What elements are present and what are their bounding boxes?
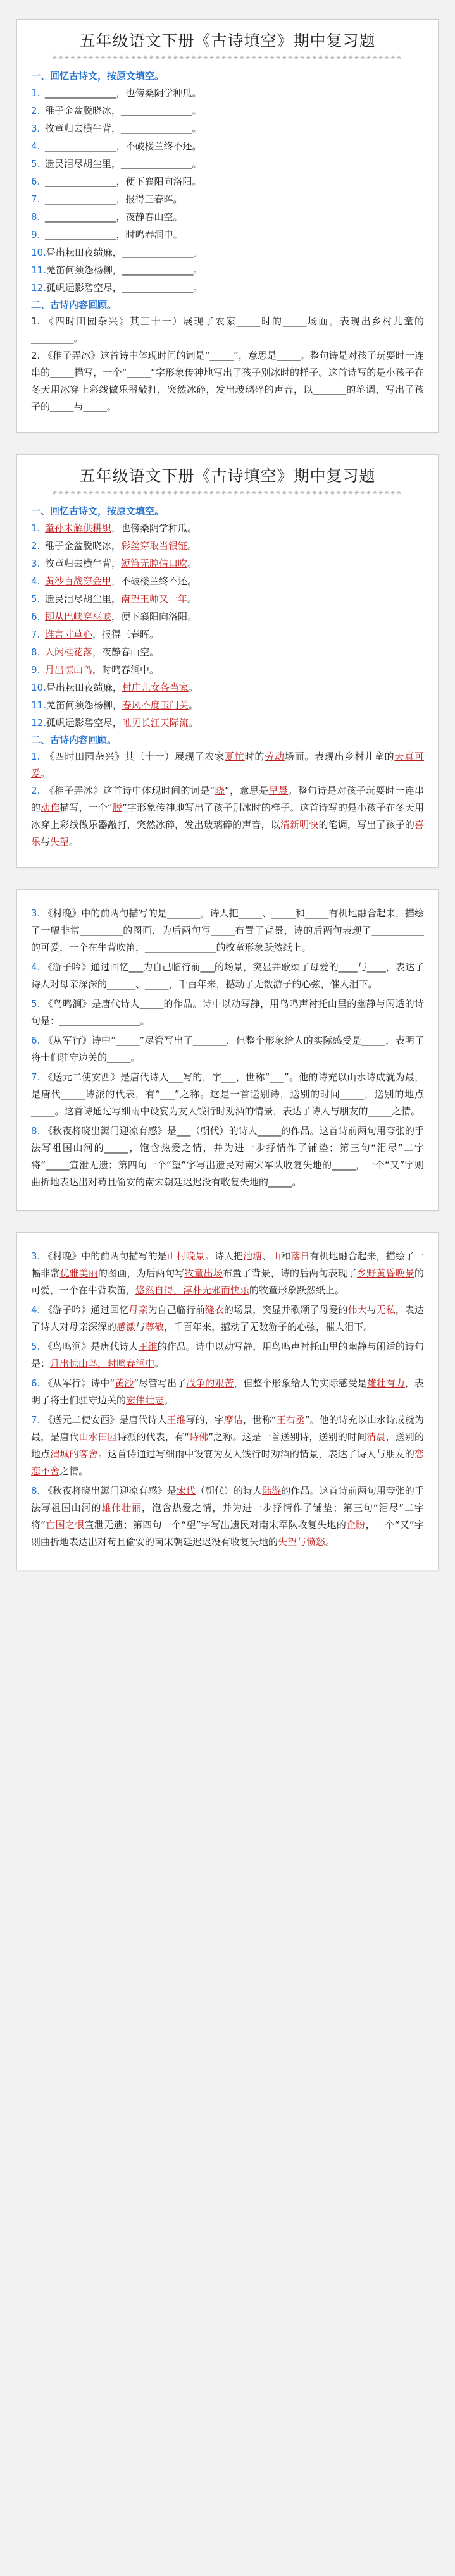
answer-text: 优雅美丽 bbox=[59, 1267, 99, 1279]
answer-text: 宏伟壮志 bbox=[126, 1395, 165, 1406]
item-text: 的场景，突显并歌颂了母爱的 bbox=[224, 1304, 348, 1316]
item-text: ，不破楼兰终不还。 bbox=[111, 576, 197, 587]
answer-text: 黄沙 bbox=[115, 1377, 134, 1389]
item-number: 2. bbox=[31, 540, 41, 552]
section-heading-recall: 一、回忆古诗文，按原文填空。 bbox=[31, 505, 165, 517]
item-text: 与 bbox=[41, 836, 51, 847]
item-text: 。 bbox=[188, 699, 198, 711]
answer-text: 短笛无腔信口吹 bbox=[121, 558, 188, 569]
list-item bbox=[31, 555, 424, 572]
answer-text: 牧童出场 bbox=[184, 1267, 223, 1279]
item-text: 与 bbox=[366, 1304, 377, 1316]
item-text: ，世称“ bbox=[242, 1414, 277, 1426]
answer-item bbox=[31, 1412, 424, 1480]
item-number: 11. bbox=[31, 264, 46, 276]
item-text: ”。他的诗充以山水诗成就为最，是唐代 bbox=[31, 1414, 424, 1443]
item-text: 稚子金盆脱晓冰，_______________。 bbox=[45, 105, 202, 116]
item-text: _______________，不破楼兰终不还。 bbox=[45, 140, 202, 152]
item-number: 2. bbox=[31, 105, 41, 116]
item-text: _______________，报得三春晖。 bbox=[45, 194, 183, 205]
list-item bbox=[31, 137, 424, 155]
answer-text: 诗佛 bbox=[189, 1431, 209, 1443]
item-text: 。 bbox=[188, 717, 198, 729]
item-text: ，表明了将士们驻守边关的 bbox=[31, 1377, 424, 1406]
answer-text: 失望 bbox=[50, 836, 70, 847]
answer-text: 谁言寸草心 bbox=[45, 629, 93, 640]
review-answer-1 bbox=[31, 748, 424, 782]
section-heading-review: 二、古诗内容回顾。 bbox=[31, 299, 117, 311]
item-number: 2. bbox=[31, 785, 41, 796]
item-number: 9. bbox=[31, 229, 41, 240]
item-text: ，千百年来，撼动了无数游子的心弦，催人泪下。 bbox=[164, 1321, 373, 1333]
list-item bbox=[31, 661, 424, 679]
answer-text: 宋代 bbox=[176, 1485, 196, 1496]
item-number: 6. bbox=[31, 176, 41, 187]
answer-text: 尊敬 bbox=[145, 1321, 165, 1333]
item-text: 孤帆远影碧空尽， bbox=[46, 717, 122, 729]
worksheet-card-blank bbox=[16, 19, 439, 433]
answer-text: 南望王师又一年 bbox=[121, 593, 188, 605]
answer-text: 清晨 bbox=[366, 1431, 386, 1443]
answer-text: 山 bbox=[271, 1250, 282, 1262]
review-question-1: 1. 《四时田园杂兴》其三十一）展现了农家_____时的_____场面。表现出乡村儿童的_________。 bbox=[31, 316, 424, 344]
item-text: 《从军行》诗中“ bbox=[40, 1377, 115, 1389]
list-item bbox=[31, 120, 424, 137]
answer-item bbox=[31, 1248, 424, 1299]
item-number: 3. bbox=[31, 908, 41, 919]
item-text: 、 bbox=[262, 1250, 272, 1262]
answer-text: 失望与愤怒 bbox=[278, 1536, 326, 1548]
answer-text: 动作 bbox=[41, 802, 60, 813]
answer-text: 悠然自得，淳朴无邪而快乐 bbox=[135, 1285, 250, 1296]
blank-item-list bbox=[31, 84, 424, 297]
item-text: （朝代）的诗人 bbox=[195, 1485, 263, 1496]
item-text: 《游子吟》通过回忆___为自己临行前___的场景，突显并歌颂了母爱的____与____，表达了诗人对母亲深深的______、_____，千百年来，撼动了无数游子的心弦，催人泪下。 bbox=[31, 961, 424, 990]
item-text: ”之称。这是一首送别诗，送别的时间 bbox=[208, 1431, 367, 1443]
list-item bbox=[31, 84, 424, 102]
item-number: 7. bbox=[31, 1071, 41, 1083]
item-text: _______________，时鸣春涧中。 bbox=[45, 229, 183, 240]
list-item bbox=[31, 714, 424, 732]
item-text: 。整句诗是对孩子玩耍时一连串的 bbox=[31, 785, 424, 813]
answer-text: 即从巴峡穿巫峡 bbox=[45, 611, 112, 622]
item-text: ，表达了诗人对母亲深深的 bbox=[31, 1304, 424, 1333]
item-text: 。 bbox=[325, 1536, 335, 1548]
item-number: 8. bbox=[31, 646, 41, 658]
item-text: 为自己临行前 bbox=[147, 1304, 205, 1316]
item-number: 8. bbox=[31, 1125, 41, 1137]
section-heading-review: 二、古诗内容回顾。 bbox=[31, 734, 117, 746]
list-item bbox=[31, 608, 424, 626]
star-divider: ✳✳✳✳✳✳✳✳✳✳✳✳✳✳✳✳✳✳✳✳✳✳✳✳✳✳✳✳✳✳✳✳✳✳✳✳✳✳✳✳✳✳✳✳✳✳✳✳✳✳✳✳✳✳✳✳✳✳ bbox=[52, 55, 403, 61]
item-number: 8. bbox=[31, 211, 41, 223]
answer-text: 陆游 bbox=[262, 1485, 282, 1496]
item-text: 。这首诗通过写细雨中设宴为友人饯行时劝酒的情景，表达了诗人与朋友的 bbox=[98, 1448, 414, 1460]
answer-text: 恋恋不舍 bbox=[31, 1448, 424, 1477]
answer-text: 山村晚景 bbox=[166, 1250, 205, 1262]
answer-item-list bbox=[31, 519, 424, 732]
list-item bbox=[31, 626, 424, 643]
answer-text: 清新明快 bbox=[280, 819, 319, 830]
item-text: 牧童归去横牛背，_______________。 bbox=[45, 123, 202, 134]
answer-text: 落日 bbox=[290, 1250, 310, 1262]
answer-item bbox=[31, 1482, 424, 1551]
answer-text: 人闲桂花落 bbox=[45, 646, 93, 658]
item-text: 孤帆远影碧空尽，_______________。 bbox=[46, 282, 203, 293]
item-number: 7. bbox=[31, 194, 41, 205]
star-divider: ✳✳✳✳✳✳✳✳✳✳✳✳✳✳✳✳✳✳✳✳✳✳✳✳✳✳✳✳✳✳✳✳✳✳✳✳✳✳✳✳✳✳✳✳✳✳✳✳✳✳✳✳✳✳✳✳✳✳ bbox=[52, 490, 403, 496]
item-text: 。 bbox=[187, 558, 197, 569]
item-number: 12. bbox=[31, 717, 46, 729]
item-text: 。诗人把 bbox=[204, 1250, 244, 1262]
doc-title: 五年级语文下册《古诗填空》期中复习题 bbox=[79, 467, 376, 485]
item-text: 布置了背景，诗的后两句表现了 bbox=[222, 1267, 358, 1279]
item-text: ，饱含热爱之情，并为进一步抒情作了铺垫；第三句“泪尽”二字将“ bbox=[31, 1502, 424, 1531]
answer-text: 王右丞 bbox=[276, 1414, 305, 1426]
item-text: ，报得三春晖。 bbox=[92, 629, 159, 640]
item-text: 的作品。诗中以动写静，用鸟鸣声衬托山里的幽静与闲适的诗句是： bbox=[31, 1341, 424, 1369]
list-item bbox=[31, 243, 424, 261]
item-number: 12. bbox=[31, 282, 46, 293]
item-number: 7. bbox=[31, 1414, 41, 1426]
list-item bbox=[31, 226, 424, 243]
item-text: 的笔调，写出了孩子的 bbox=[318, 819, 414, 830]
item-text: 的可爱，一个在牛背吹笛， bbox=[31, 1267, 424, 1296]
item-text: 《村晚》中的前两句描写的是 bbox=[40, 1250, 167, 1262]
item-number: 7. bbox=[31, 629, 41, 640]
item-text: 羌笛何须怨杨柳， bbox=[46, 699, 122, 711]
item-text: 遗民泪尽胡尘里， bbox=[45, 593, 122, 605]
list-item bbox=[31, 537, 424, 555]
item-text: 。 bbox=[41, 768, 51, 779]
item-number: 4. bbox=[31, 961, 41, 973]
item-text: 场面。表现出乡村儿童的 bbox=[284, 751, 395, 762]
item-number: 6. bbox=[31, 1035, 41, 1046]
list-item bbox=[31, 679, 424, 696]
item-number: 3. bbox=[31, 558, 41, 569]
answer-text: 王维 bbox=[166, 1414, 186, 1426]
list-item bbox=[31, 590, 424, 608]
item-number: 4. bbox=[31, 140, 41, 152]
question-item bbox=[31, 959, 424, 993]
item-text: 有机地融合起来，描绘了一幅非常 bbox=[31, 1250, 424, 1279]
item-text: 羌笛何须怨杨柳，_______________。 bbox=[46, 264, 203, 276]
item-number: 1. bbox=[31, 87, 41, 99]
item-text: 。 bbox=[187, 593, 197, 605]
answer-text: 月出惊山鸟 bbox=[45, 664, 93, 675]
doc-title: 五年级语文下册《古诗填空》期中复习题 bbox=[79, 32, 376, 50]
item-text: 时的 bbox=[244, 751, 265, 762]
item-text: ，时鸣春涧中。 bbox=[92, 664, 159, 675]
worksheet-card-answers-3-8 bbox=[16, 1232, 439, 1570]
item-text: 。 bbox=[154, 1358, 165, 1369]
list-item bbox=[31, 696, 424, 714]
list-item bbox=[31, 643, 424, 661]
item-text: ”，意思是 bbox=[225, 785, 269, 796]
item-number: 3. bbox=[31, 1250, 41, 1262]
item-text: 。 bbox=[69, 836, 79, 847]
answer-text: 村庄儿女各当家 bbox=[122, 682, 189, 693]
list-item bbox=[31, 208, 424, 226]
item-text: _______________，也傍桑阴学种瓜。 bbox=[45, 87, 202, 99]
item-text: 《送元二使安西》是唐代诗人 bbox=[40, 1414, 167, 1426]
item-text: _______________，便下襄阳向洛阳。 bbox=[45, 176, 202, 187]
list-item bbox=[31, 572, 424, 590]
item-text: 《送元二使安西》是唐代诗人___写的，字___，世称“___”。他的诗充以山水诗成就为最，是唐代_____诗派的代表，有“___”之称。这是一首送别诗，送别的时间_____，送别的地点_____。这首诗通过写细雨中设宴为友人饯行时劝酒的情景，表达了诗人与朋友的_____之情。 bbox=[31, 1071, 424, 1117]
answer-text: 早晨 bbox=[268, 785, 289, 796]
answer-text: 春风不度玉门关 bbox=[122, 699, 189, 711]
answer-text: 王维 bbox=[138, 1341, 158, 1352]
answer-text: 童孙未解供耕织 bbox=[45, 522, 112, 534]
answer-text: 晓 bbox=[215, 785, 225, 796]
item-text: 写的，字 bbox=[185, 1414, 224, 1426]
item-text: 的作品。这首诗前两句用夸张的手法写祖国山河的 bbox=[31, 1485, 424, 1513]
answer-text: 缝衣 bbox=[204, 1304, 224, 1316]
list-item bbox=[31, 279, 424, 297]
item-number: 3. bbox=[31, 123, 41, 134]
item-number: 6. bbox=[31, 611, 41, 622]
answer-text: 夏忙 bbox=[225, 751, 245, 762]
item-text: 和 bbox=[281, 1250, 291, 1262]
answer-text: 母亲 bbox=[128, 1304, 148, 1316]
answer-text: 彩丝穿取当银钲 bbox=[121, 540, 188, 552]
item-number: 10. bbox=[31, 682, 46, 693]
item-number: 8. bbox=[31, 1485, 41, 1496]
item-text: 的牧童形象跃然纸上。 bbox=[249, 1285, 345, 1296]
answer-text: 唯见长江天际流 bbox=[122, 717, 189, 729]
answer-text: 脱 bbox=[112, 802, 123, 813]
list-item bbox=[31, 190, 424, 208]
item-text: ，送别的地点 bbox=[31, 1431, 424, 1460]
item-text: ，夜静春山空。 bbox=[92, 646, 159, 658]
answer-text: 乡野黄昏晚景 bbox=[357, 1267, 414, 1279]
item-number: 5. bbox=[31, 593, 41, 605]
item-text: 与 bbox=[135, 1321, 146, 1333]
item-text: ，一个“又”字则曲折地表达出对苟且偷安的南宋朝廷迟迟没有收复失地的 bbox=[31, 1519, 424, 1548]
item-number: 4. bbox=[31, 1304, 41, 1316]
answer-text: 战争的艰苦 bbox=[186, 1377, 234, 1389]
item-number: 10. bbox=[31, 247, 46, 258]
item-text: 《稚子弄冰》这首诗中体现时间的词是“ bbox=[41, 785, 215, 796]
item-text: 遗民泪尽胡尘里，_______________。 bbox=[45, 158, 202, 169]
item-text: 稚子金盆脱晓冰， bbox=[45, 540, 122, 552]
item-text: 。 bbox=[188, 682, 198, 693]
item-text: 诗派的代表，有“ bbox=[117, 1431, 189, 1443]
item-text: 《鸟鸣涧》是唐代诗人_____的作品。诗中以动写静，用鸟鸣声衬托山里的幽静与闲适的诗句是：_________________。 bbox=[31, 998, 424, 1026]
item-text: 《游子吟》通过回忆 bbox=[40, 1304, 129, 1316]
item-text: 。 bbox=[164, 1395, 174, 1406]
item-text: ，但整个形象给人的实际感受是 bbox=[234, 1377, 367, 1389]
item-number: 5. bbox=[31, 1341, 41, 1352]
list-item bbox=[31, 102, 424, 120]
question-item bbox=[31, 1123, 424, 1191]
answer-text: 企盼 bbox=[346, 1519, 366, 1531]
question-item bbox=[31, 905, 424, 956]
item-text: ”尽管写出了 bbox=[134, 1377, 187, 1389]
item-text: 《从军行》诗中“_____”尽管写出了_______，但整个形象给人的实际感受是_____，表明了将士们驻守边关的_____。 bbox=[31, 1035, 424, 1063]
item-text: 昼出耘田夜绩麻， bbox=[46, 682, 122, 693]
item-number: 1. bbox=[31, 522, 41, 534]
item-number: 9. bbox=[31, 664, 41, 675]
answer-text: 无私 bbox=[376, 1304, 396, 1316]
item-text: 之情。 bbox=[59, 1465, 89, 1477]
item-text: 描写，一个“ bbox=[59, 802, 113, 813]
item-text: 《秋夜将晓出篱门迎凉有感》是 bbox=[40, 1485, 177, 1496]
answer-text: 月出惊山鸟，时鸣春涧中 bbox=[50, 1358, 155, 1369]
item-number: 1. bbox=[31, 751, 41, 762]
item-number: 4. bbox=[31, 576, 41, 587]
item-text: 牧童归去横牛背， bbox=[45, 558, 122, 569]
item-text: ，也傍桑阴学种瓜。 bbox=[111, 522, 197, 534]
worksheet-card-questions-3-8 bbox=[16, 889, 439, 1211]
item-number: 6. bbox=[31, 1377, 41, 1389]
item-text: _______________，夜静春山空。 bbox=[45, 211, 183, 223]
answer-text: 摩诘 bbox=[223, 1414, 243, 1426]
item-text: 《鸟鸣涧》是唐代诗人 bbox=[40, 1341, 139, 1352]
list-item bbox=[31, 519, 424, 537]
item-text: 《村晚》中的前两句描写的是_______。诗人把_____、_____和_____有机地融合起来，描绘了一幅非常_________的图画，为后两句写_____布置了背景，诗的后两句表现了___________的可爱，一个在牛背吹笛，_______________的牧童形象跃然纸上。 bbox=[31, 908, 424, 953]
item-text: 的图画，为后两句写 bbox=[98, 1267, 185, 1279]
question-item bbox=[31, 995, 424, 1030]
list-item bbox=[31, 261, 424, 279]
answer-text: 亡国之恨 bbox=[46, 1519, 85, 1531]
answer-text: 感激 bbox=[116, 1321, 136, 1333]
list-item bbox=[31, 155, 424, 173]
question-item bbox=[31, 1069, 424, 1120]
item-number: 5. bbox=[31, 998, 41, 1009]
answer-text: 山水田园 bbox=[78, 1431, 118, 1443]
answer-item bbox=[31, 1338, 424, 1372]
answer-text: 雄壮有力 bbox=[366, 1377, 405, 1389]
item-text: 。 bbox=[187, 540, 197, 552]
item-text: 《秋夜将晓出篱门迎凉有感》是___（朝代）的诗人_____的作品。这首诗前两句用夸张的手法写祖国山河的_____，饱含热爱之情，并为进一步抒情作了铺垫；第三句“泪尽”二字将“_____宣泄无遗；第四句一个“望”字写出遗民对南宋军队收复失地的_____，一个“又”字则曲折地表达出对苟且偷安的南宋朝廷迟迟没有收复失地的_____。 bbox=[31, 1125, 424, 1188]
answer-text: 雄伟壮丽 bbox=[101, 1502, 142, 1513]
worksheet-card-answers bbox=[16, 454, 439, 868]
answer-text: 喜乐 bbox=[31, 819, 424, 847]
answer-text: 池塘 bbox=[243, 1250, 263, 1262]
item-text: 《四时田园杂兴》其三十一）展现了农家 bbox=[41, 751, 225, 762]
item-text: ，便下襄阳向洛阳。 bbox=[111, 611, 197, 622]
answer-item bbox=[31, 1375, 424, 1409]
question-item bbox=[31, 1032, 424, 1066]
item-number: 11. bbox=[31, 699, 46, 711]
item-text: 宣泄无遗；第四句一个“望”字写出遗民对南宋军队收复失地的 bbox=[84, 1519, 347, 1531]
answer-text: 天真可爱 bbox=[31, 751, 424, 779]
answer-item bbox=[31, 1302, 424, 1336]
answer-text: 劳动 bbox=[265, 751, 285, 762]
item-text: 昼出耘田夜绩麻，_______________。 bbox=[46, 247, 203, 258]
answer-text: 黄沙百战穿金甲 bbox=[45, 576, 112, 587]
answer-text: 伟大 bbox=[347, 1304, 367, 1316]
item-number: 5. bbox=[31, 158, 41, 169]
section-heading-recall: 一、回忆古诗文，按原文填空。 bbox=[31, 70, 165, 82]
review-question-2: 2. 《稚子弄冰》这首诗中体现时间的词是“_____”，意思是_____。整句诗是对孩子玩耍时一连串的_____描写，一个“_____”字形象传神地写出了孩子别冰时的样子。这首诗写的是小孩子在冬天用冰穿上彩线做乐器敲打，突然冰碎，发出玻璃碎的声音，以_______的笔调，写出了孩子的_____与_____。 bbox=[31, 350, 424, 412]
answer-text: 渭城的客舍 bbox=[50, 1448, 99, 1460]
item-text: ”字形象传神地写出了孩子别冰时的样子。这首诗写的是小孩子在冬天用冰穿上彩线做乐器敲打，突然冰碎，发出玻璃碎的声音，以 bbox=[31, 802, 424, 830]
list-item bbox=[31, 173, 424, 190]
review-answer-2 bbox=[31, 782, 424, 851]
